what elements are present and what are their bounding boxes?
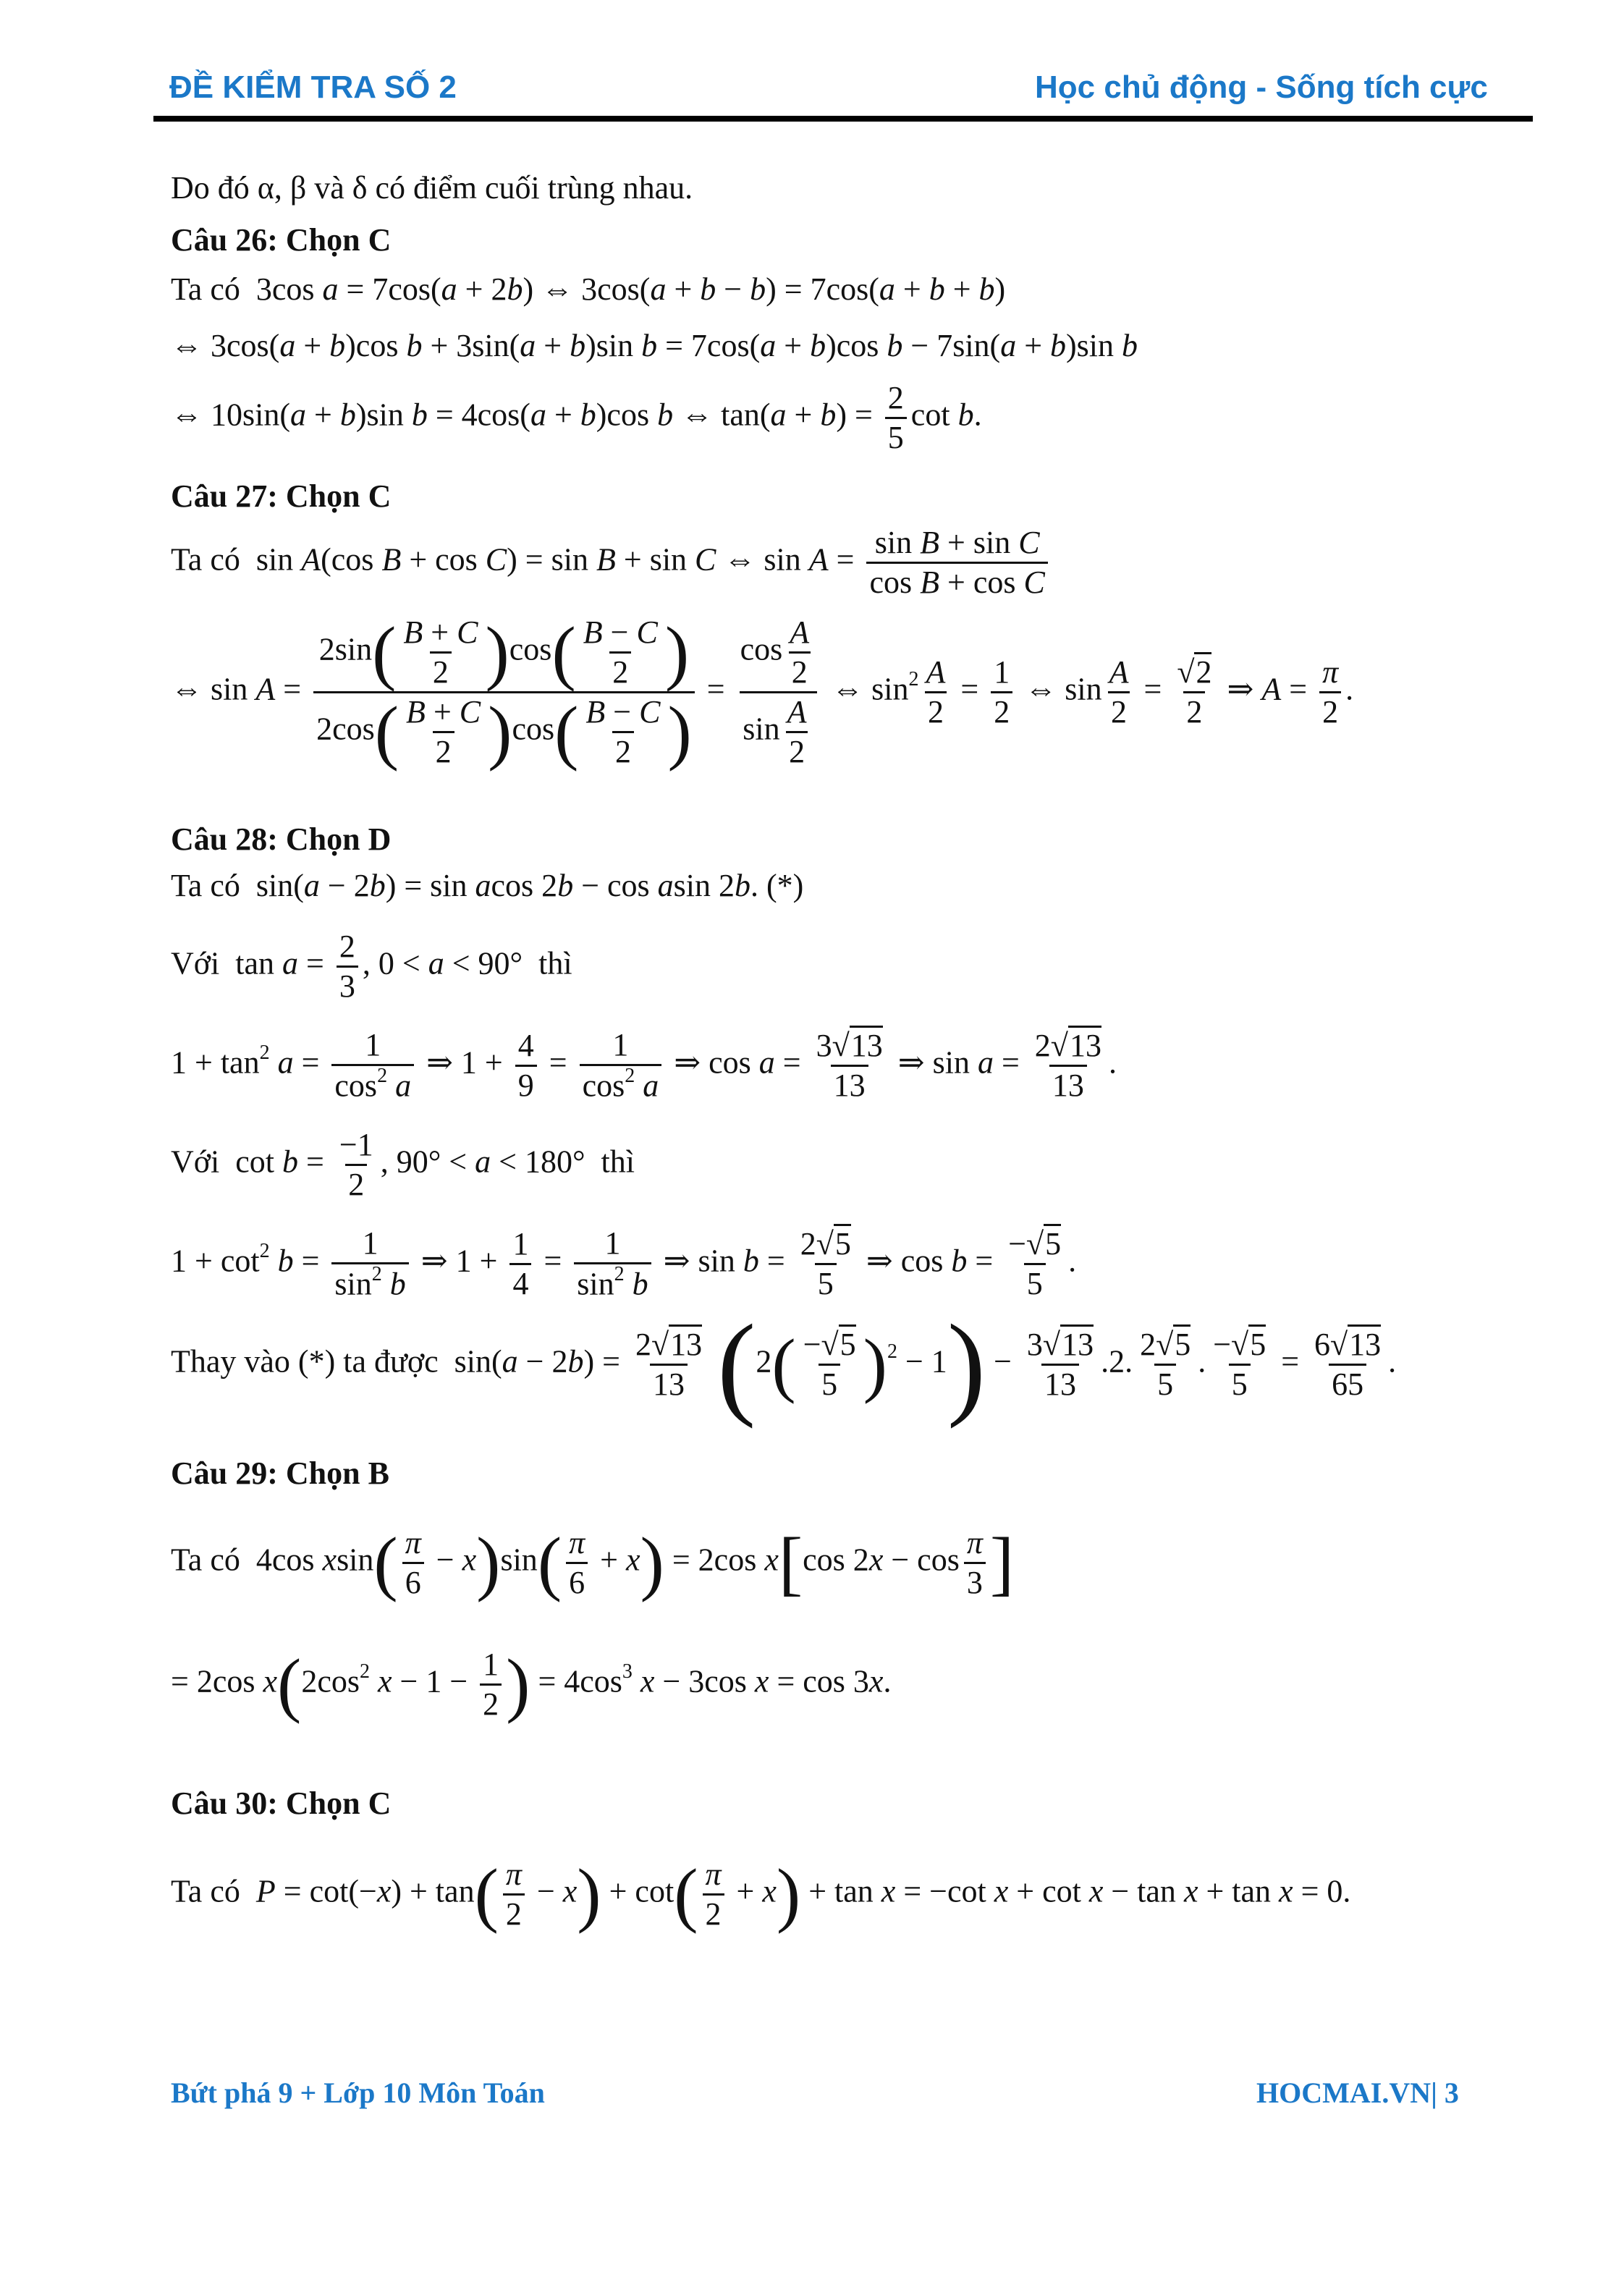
footer-page: HOCMAI.VN| 3 (1256, 2076, 1459, 2109)
q28-step-2: Với tan a = $\frac{2}{3}$ , 0 < a < 90° thì (171, 929, 572, 1004)
intro-line (171, 172, 693, 204)
q26-step-3: ⇔ 10sin(a + b)sin b = 4cos(a + b)cos b ⇔ tan(a + b) = $\frac{2}{5}$ cot b. (171, 380, 982, 455)
intro-text: Do đó α, β và δ có điểm cuối trùng nhau. (171, 170, 693, 206)
q29-step-2: = 2cos $x(2\cos^2$ x − 1 − $\frac{1}{2}$ ) = $4\cos^3$ x − 3cos x = cos 3x. (171, 1644, 892, 1725)
header-rule (153, 116, 1533, 122)
q29-step-1: Ta có 4cos xsin( $\frac{\pi}{6}$ − x)sin( $\frac{\pi}{6}$ + x) = 2cos x[cos 2x − cos $\frac{\pi}{3}$ ] (171, 1522, 1015, 1603)
question-27-heading: Câu 27: Chọn C (171, 478, 392, 514)
q28-step-3: $1 + \tan^2 a$ = $\frac{1}{\cos^2 a}$ ⇒ 1 + $\frac{4}{9}$ = $\frac{1}{\cos^2 a}$ ⇒ cos a = $\frac{3√13}{13}$ ⇒ sin a = $\frac{2√13}{13}$ . (171, 1029, 1117, 1102)
q28-step-1: Ta có sin(a − 2b) = sin acos 2b − cos asin 2b. (*) (171, 868, 804, 903)
q26-step-2: ⇔ 3cos(a + b)cos b + 3sin(a + b)sin b = 7cos(a + b)cos b − 7sin(a + b)sin b (171, 328, 1138, 363)
question-26-heading: Câu 26: Chọn C (171, 222, 392, 258)
question-30-heading: Câu 30: Chọn C (171, 1786, 392, 1821)
header-slogan: Học chủ động - Sống tích cực (1035, 69, 1488, 105)
q27-step-2: ⇔ sin A = 2sin( $\frac{B + C}{2}$ )cos( $\frac{B - C}{2}$ ) 2cos( $\frac{B + C}{2}$ )cos( $\frac{B - C}{2}$ ) = cos $\frac{A}{2}$ sin $\frac{A}{2}$ ⇔ $\sin^2$ $\frac{A}{2}$ = $\frac{1}{2}$ ⇔ sin $\frac{A}{2}$ = $\frac{√2}{2}$ ⇒ A = $\frac{\pi}{2}$ . (171, 612, 1354, 772)
q26-step-1: Ta có 3cos a = 7cos(a + 2b) ⇔ 3cos(a + b − b) = 7cos(a + b + b) (171, 271, 1006, 307)
header-title: ĐỀ KIỂM TRA SỐ 2 (169, 69, 457, 105)
q28-step-6: Thay vào (*) ta được sin(a − 2b) = $\frac{2√13}{13}$ (2( $\frac{-√5}{5}$ )$^2$ − 1) − $\frac{3√13}{13}$ .2. $\frac{2√5}{5}$ . $\frac{-√5}{5}$ = $\frac{6√13}{65}$ . (171, 1300, 1397, 1429)
q27-step-1: Ta có sin A(cos B + cos C) = sin B + sin C ⇔ sin A = $\frac{\text{sin B + sin C}}{\text{cos B + cos C}}$ (171, 527, 1052, 599)
footer-course: Bứt phá 9 + Lớp 10 Môn Toán (171, 2076, 545, 2109)
question-28-heading: Câu 28: Chọn D (171, 821, 392, 857)
q28-step-5: $1 + \cot^2 b$ = $\frac{1}{\sin^2 b}$ ⇒ 1 + $\frac{1}{4}$ = $\frac{1}{\sin^2 b}$ ⇒ sin b = $\frac{2√5}{5}$ ⇒ cos b = $\frac{-√5}{5}$ . (171, 1228, 1076, 1301)
q28-step-4: Với cot b = $\frac{-1}{2}$ , 90° < a < 180° thì (171, 1127, 635, 1202)
question-29-heading: Câu 29: Chọn B (171, 1455, 389, 1491)
q30-step-1: Ta có P = cot(−x) + tan( $\frac{\pi}{2}$ − x) + cot( $\frac{\pi}{2}$ + x) + tan x = −cot x + cot x − tan x + tan x = 0. (171, 1854, 1351, 1935)
